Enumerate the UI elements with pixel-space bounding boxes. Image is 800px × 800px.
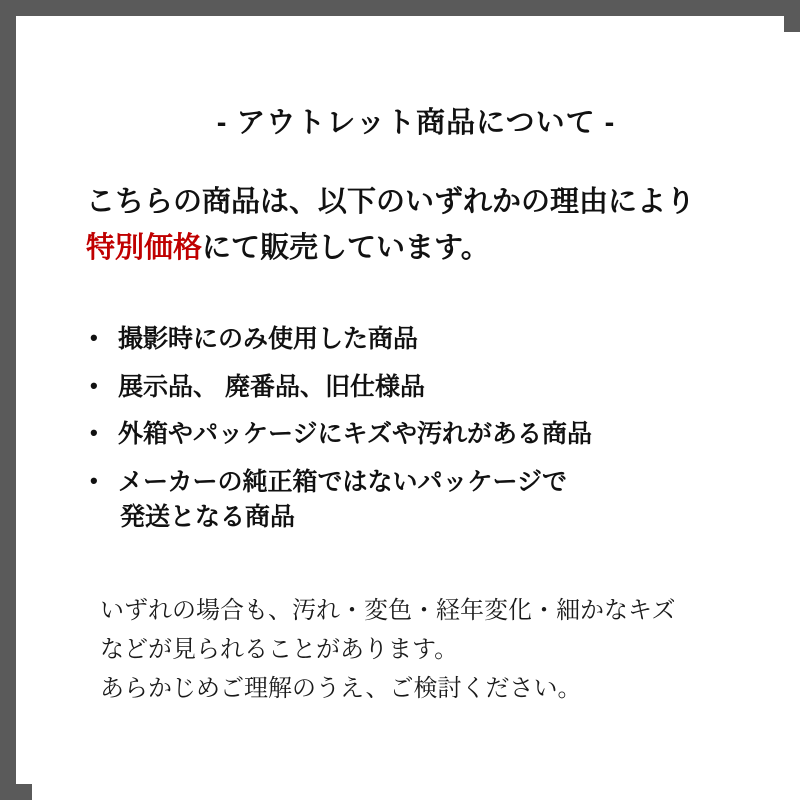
note-line-2: などが見られることがあります。	[100, 635, 459, 663]
lead-paragraph	[86, 180, 776, 272]
reason-list	[86, 322, 786, 548]
list-item-text: 外箱やパッケージにキズや汚れがある商品	[118, 420, 593, 448]
list-item-text: 展示品、 廃番品、旧仕様品	[118, 372, 425, 401]
list-item-text: メーカーの純正箱ではないパッケージで	[118, 467, 568, 496]
note-line-3: あらかじめご理解のうえ、ご検討ください。	[100, 674, 582, 702]
list-item	[86, 417, 786, 453]
notice-sheet	[32, 32, 800, 800]
list-item	[86, 465, 786, 536]
list-item-text-continued: 発送となる商品	[120, 503, 296, 531]
lead-line-1: こちらの商品は、以下のいずれかの理由により	[86, 186, 696, 218]
note-line-1: いずれの場合も、汚れ・変色・経年変化・細かなキズ	[100, 597, 676, 624]
list-item	[86, 370, 786, 406]
page-title: - アウトレット商品について -	[216, 107, 616, 139]
list-item-text: 撮影時にのみ使用した商品	[118, 325, 419, 353]
lead-accent-text: 特別価格	[86, 231, 203, 264]
list-item	[86, 322, 786, 358]
lead-line-2: にて販売しています。	[202, 231, 490, 264]
disclaimer-note	[100, 592, 790, 709]
